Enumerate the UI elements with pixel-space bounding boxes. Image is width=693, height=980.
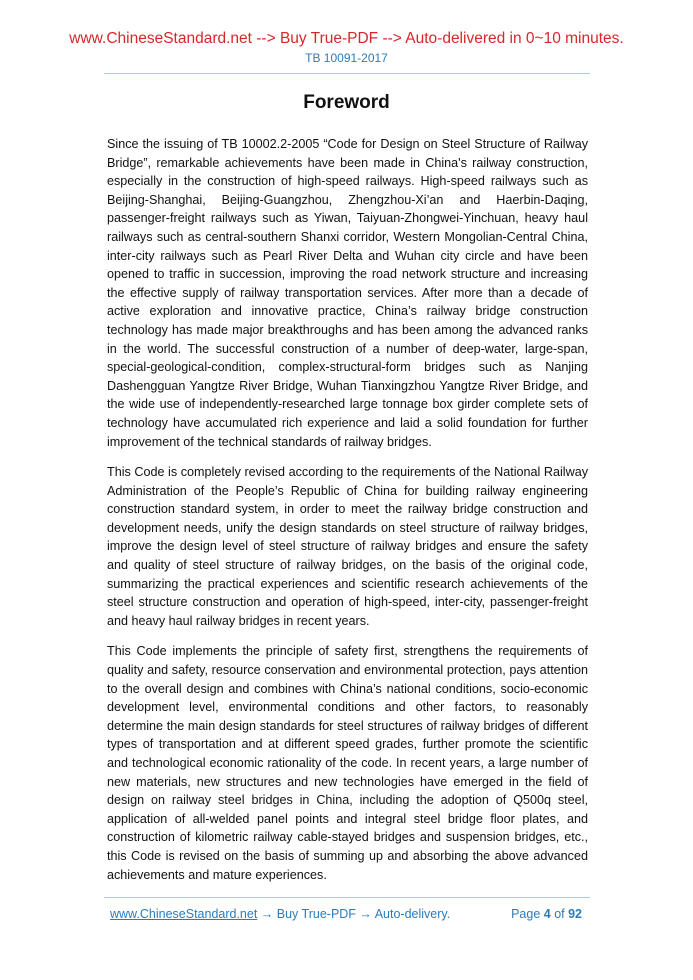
promo-banner: www.ChineseStandard.net --> Buy True-PDF --> Auto-delivered in 0~10 minutes.: [69, 30, 624, 47]
page-footer: [110, 907, 582, 921]
footer-promo: [110, 907, 450, 921]
of-label: of: [550, 907, 569, 921]
header-divider: [104, 73, 590, 74]
footer-promo-text: → Buy True-PDF → Auto-delivery.: [257, 907, 451, 921]
page-label: Page: [511, 907, 544, 921]
current-page: 4: [543, 907, 551, 921]
document-body: [107, 135, 588, 896]
paragraph: Since the issuing of TB 10002.2-2005 “Code for Design on Steel Structure of Railway Bridge”, remarkable achievements have been made in China's railway construction, especially in the construction of high-speed railways. High-speed railways such as Beijing-Shanghai, Beijing-Guangzhou, Zhengzhou-Xi’an and Haerbin-Daqing, passenger-freight railways such as Yiwan, Taiyuan-Zhongwei-Yinchuan, heavy haul railways such as central-southern Shanxi corridor, Western Mongolian-Central China, inter-city railways such as Pearl River Delta and Wuhan city circle and have been opened to traffic in succession, improving the road network structure and increasing the effective supply of railway transportation services. After more than a decade of active exploration and innovative practice, China’s railway bridge construction technology has made major breakthroughs and has been among the advanced ranks in the world. The successful construction of a number of deep-water, large-span, special-geological-condition, complex-structural-form bridges such as Nanjing Dashengguan Yangtze River Bridge, Wuhan Tianxingzhou Yangtze River Bridge, and the wide use of independently-researched large tonnage box girder complete sets of technology have accumulated rich experience and laid a solid foundation for further improvement of the technical standards of railway bridges.: [107, 137, 588, 449]
website-link[interactable]: www.ChineseStandard.net: [110, 907, 258, 921]
footer-divider: [104, 897, 590, 898]
paragraph: This Code is completely revised according to the requirements of the National Railway Administration of the People’s Republic of China for building railway engineering construction standard system, in order to meet the railway bridge construction and development needs, unify the design standards on steel structure of railway bridges, improve the design level of steel structure of railway bridges and ensure the safety and quality of steel structure of railway bridges, on the basis of the original code, summarizing the practical experiences and scientific research achievements of the steel structure construction and operation of high-speed, inter-city, passenger-freight and heavy haul railway bridges in recent years.: [107, 465, 588, 628]
standard-number: TB 10091-2017: [305, 51, 388, 65]
total-pages: 92: [568, 907, 582, 921]
paragraph: This Code implements the principle of safety first, strengthens the requirements of quality and safety, resource conservation and environmental protection, pays attention to the overall design and combines with China’s national conditions, socio-economic development level, environmental conditions and other factors, to reasonably determine the main design standards for steel structures of railway bridges of different types of transportation and at different speed grades, further promote the scientific and technological economic rationality of the code. In recent years, a large number of new materials, new structures and new technologies have emerged in the field of design on railway steel bridges in China, including the adoption of Q500q steel, application of all-welded panel points and integral steel bridge floor plates, and construction of kilometric railway cable-stayed bridges and suspension bridges, etc., this Code is revised on the basis of summing up and absorbing the above advanced achievements and mature experiences.: [107, 644, 588, 882]
page-title: Foreword: [303, 92, 390, 113]
page-indicator: [511, 907, 582, 921]
